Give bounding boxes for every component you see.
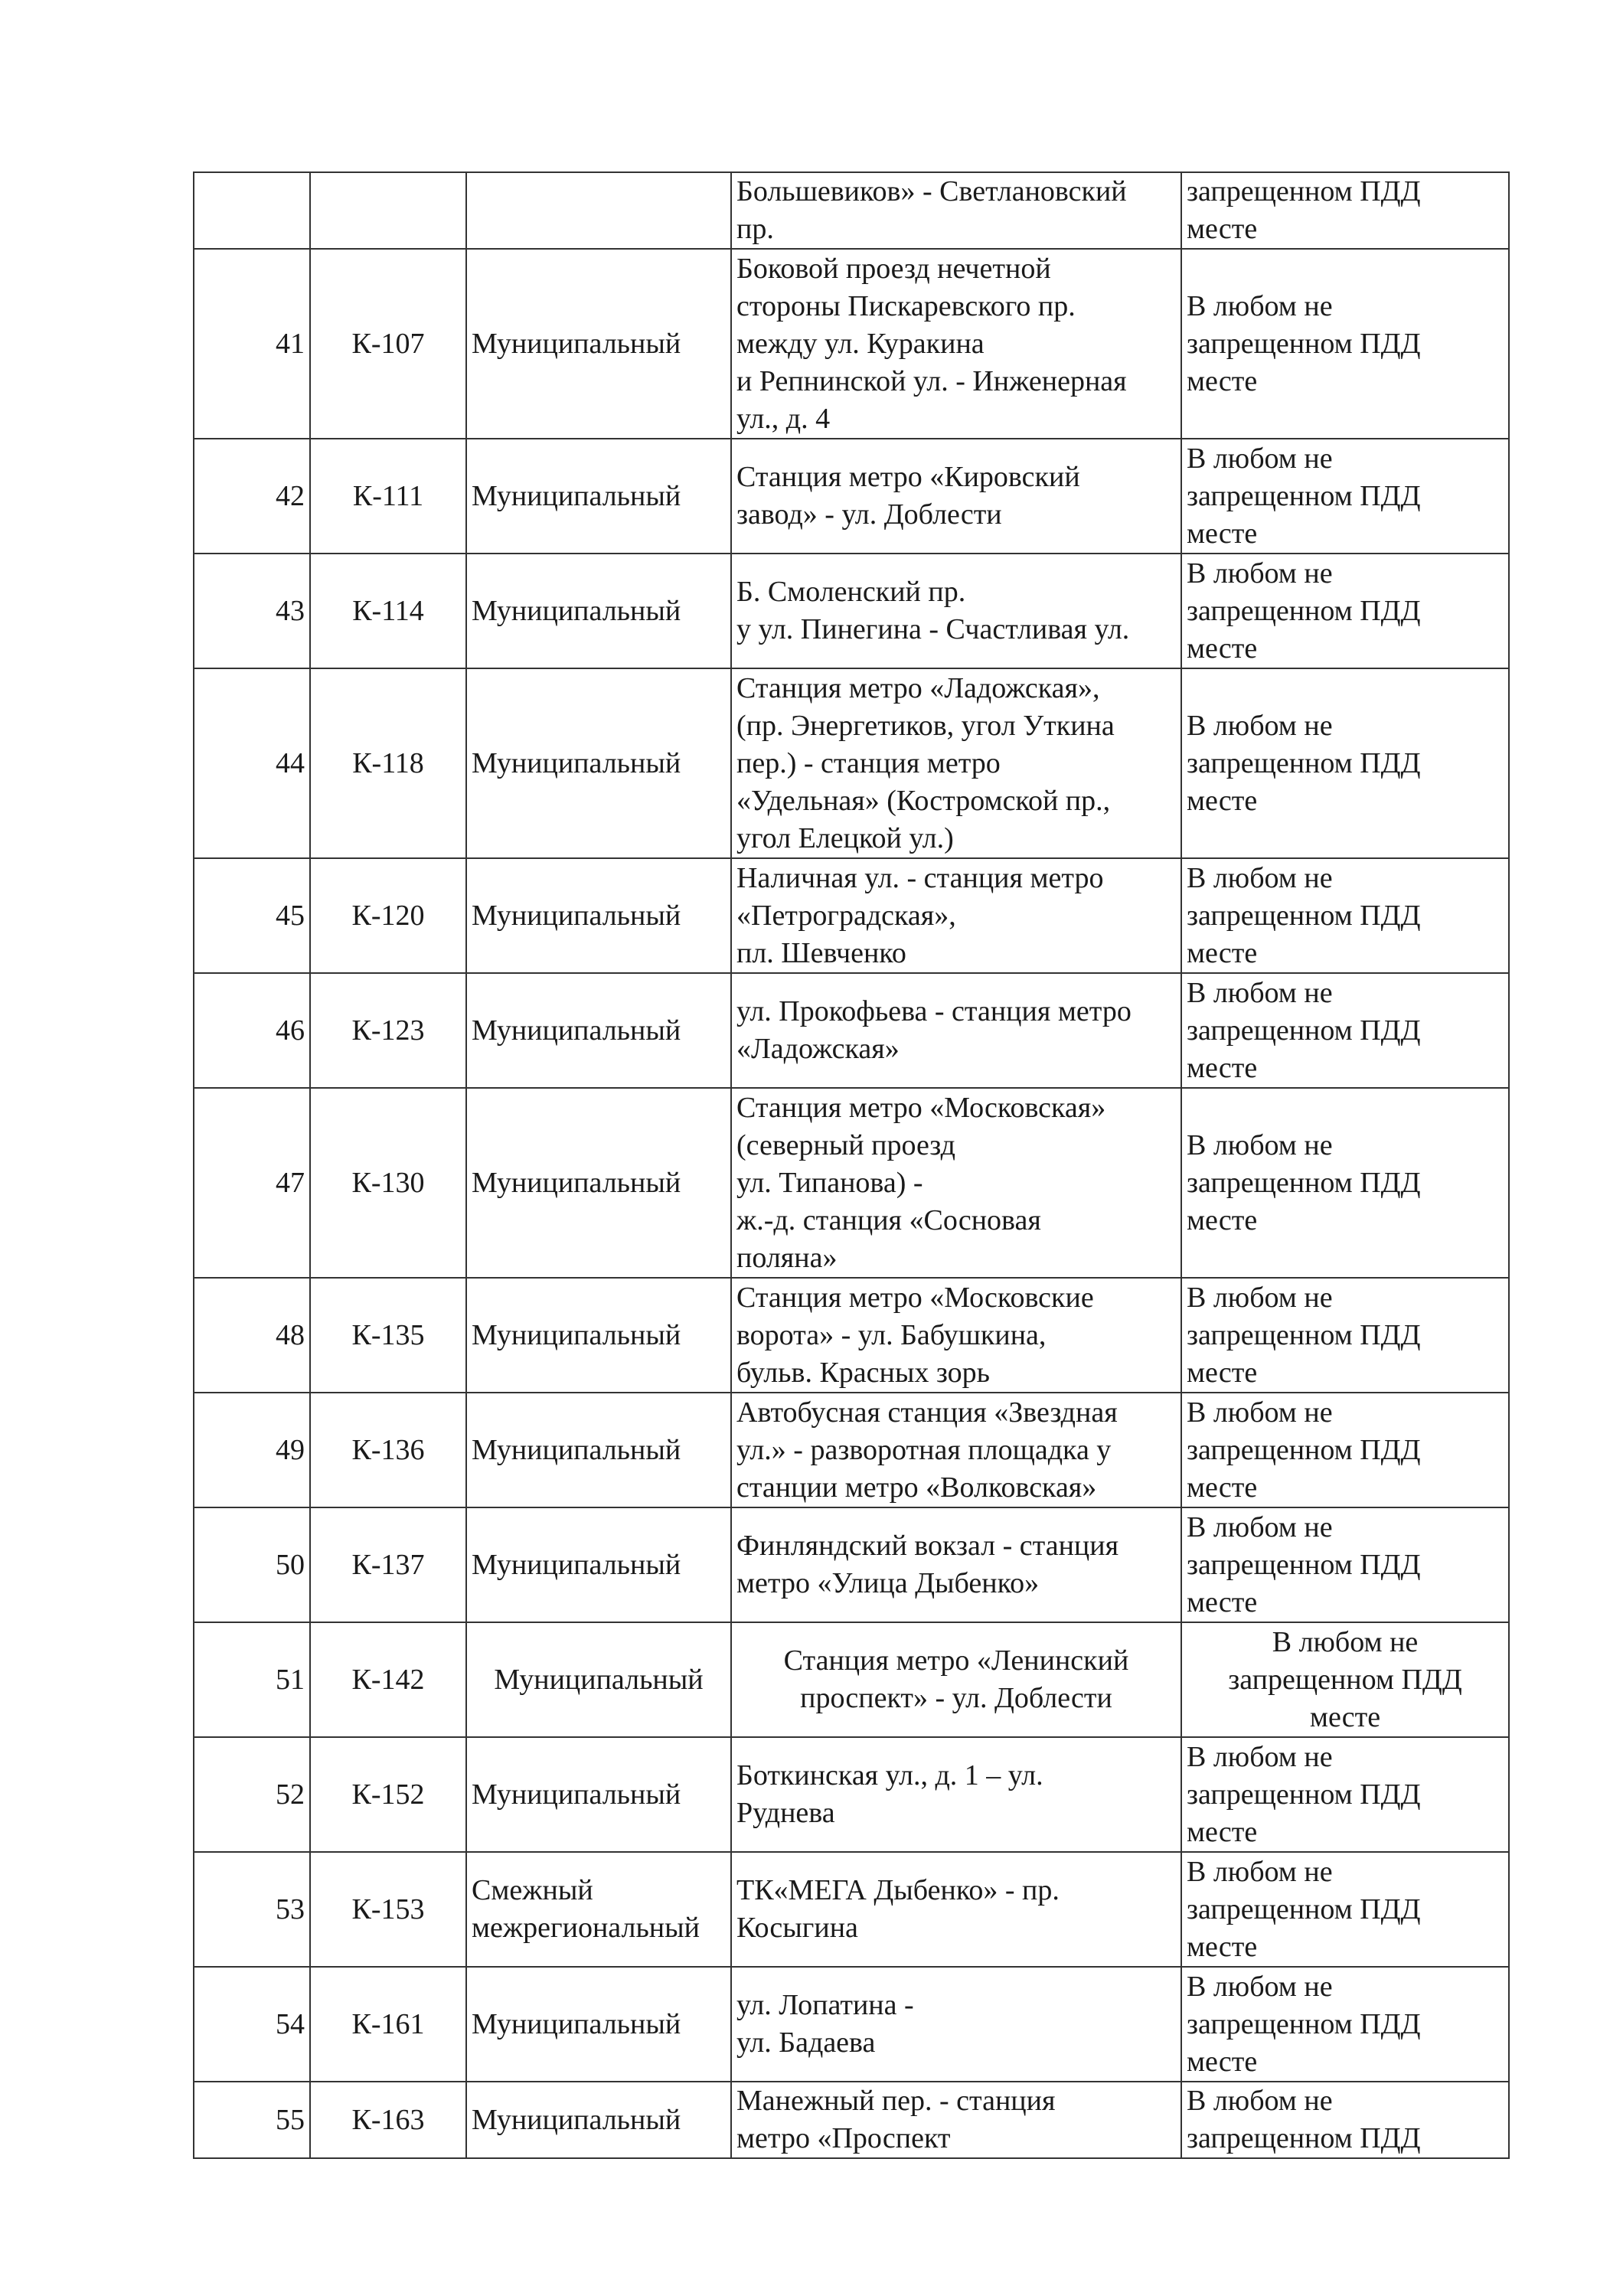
route-path-line: «Петроградская», [736,899,956,932]
route-kind-line: Муниципальный [472,1166,681,1199]
row-number: 54 [276,2007,305,2040]
routes-table-body [194,172,1509,2158]
route-kind-cell [466,249,731,439]
route-path-cell [731,172,1181,249]
route-path-cell [731,2082,1181,2158]
route-path-line: Манежный пер. - станция [736,2085,1056,2117]
route-path-cell [731,554,1181,668]
stop-rule-cell [1181,554,1509,668]
route-path-line: Станция метро «Ленинский [783,1644,1129,1677]
stop-rule-line: месте [1309,1700,1381,1733]
stop-rule-line: В любом не [1187,709,1333,742]
stop-rule-line: запрещенном ПДД [1187,1778,1421,1811]
route-path-cell [731,973,1181,1088]
route-path-line: Руднева [736,1797,835,1829]
route-path-line: ворота» - ул. Бабушкина, [736,1318,1047,1351]
route-code: К-137 [351,1548,425,1581]
stop-rule-line: В любом не [1187,976,1333,1009]
route-path-line: Боковой проезд нечетной [736,252,1051,285]
stop-rule-cell [1181,1088,1509,1278]
route-code: К-153 [351,1893,425,1925]
stop-rule-cell [1181,1852,1509,1967]
route-path-line: ул., д. 4 [736,402,831,435]
row-number: 43 [276,594,305,627]
row-number-cell [194,2082,310,2158]
route-kind-line: Муниципальный [472,594,681,627]
route-path-line: ул. Бадаева [736,2027,876,2059]
table-row [194,1737,1509,1852]
route-path-line: (пр. Энергетиков, угол Уткина [736,709,1115,742]
table-row [194,2082,1509,2158]
route-path-line: «Удельная» (Костромской пр., [736,784,1111,817]
route-path-cell [731,1088,1181,1278]
route-kind-cell [466,973,731,1088]
route-code: К-152 [351,1778,425,1811]
route-kind-cell [466,1967,731,2082]
row-number-cell [194,1393,310,1507]
stop-rule-line: В любом не [1187,1970,1333,2003]
stop-rule-line: В любом не [1187,861,1333,894]
route-code: К-163 [351,2103,425,2136]
route-path-cell [731,1852,1181,1967]
stop-rule-cell [1181,1622,1509,1737]
route-kind-line: Муниципальный [472,1778,681,1811]
table-row [194,1967,1509,2082]
route-kind-cell [466,172,731,249]
stop-rule-cell [1181,668,1509,858]
route-path-cell [731,249,1181,439]
row-number-cell [194,172,310,249]
row-number: 42 [276,479,305,512]
route-path-cell [731,668,1181,858]
route-path-line: поляна» [736,1241,838,1274]
stop-rule-line: запрещенном ПДД [1187,1433,1421,1466]
stop-rule-cell [1181,439,1509,554]
stop-rule-line: месте [1187,632,1258,665]
stop-rule-line: запрещенном ПДД [1187,2122,1421,2154]
route-path-line: Станция метро «Московские [736,1281,1094,1314]
route-kind-cell [466,858,731,973]
route-code-cell [310,439,466,554]
stop-rule-line: запрещенном ПДД [1187,1548,1421,1581]
route-path-cell [731,858,1181,973]
row-number-cell [194,439,310,554]
row-number-cell [194,1278,310,1393]
route-kind-line: Муниципальный [472,1014,681,1047]
route-path-line: метро «Улица Дыбенко» [736,1567,1040,1599]
route-code: К-130 [351,1166,425,1199]
route-path-line: Станция метро «Ладожская», [736,671,1100,704]
route-code: К-161 [351,2007,425,2040]
route-code-cell [310,554,466,668]
table-row [194,439,1509,554]
stop-rule-line: запрещенном ПДД [1187,746,1421,779]
route-code: К-142 [351,1663,425,1696]
route-path-line: и Репнинской ул. - Инженерная [736,364,1127,397]
route-kind-cell [466,668,731,858]
table-row [194,1622,1509,1737]
stop-rule-line: В любом не [1187,557,1333,590]
stop-rule-line: запрещенном ПДД [1187,327,1421,360]
stop-rule-line: В любом не [1272,1625,1419,1658]
row-number-cell [194,1507,310,1622]
route-kind-line: Муниципальный [472,1318,681,1351]
row-number: 49 [276,1433,305,1466]
stop-rule-line: запрещенном ПДД [1187,175,1421,207]
row-number-cell [194,1622,310,1737]
route-code: К-111 [352,479,424,512]
stop-rule-line: запрещенном ПДД [1228,1663,1462,1696]
stop-rule-line: месте [1187,517,1258,550]
stop-rule-line: запрещенном ПДД [1187,479,1421,512]
route-kind-cell [466,2082,731,2158]
row-number-cell [194,1967,310,2082]
route-path-line: «Ладожская» [736,1033,900,1065]
route-path-line: ТК«МЕГА Дыбенко» - пр. [736,1874,1060,1906]
stop-rule-cell [1181,1507,1509,1622]
stop-rule-line: В любом не [1187,1128,1333,1161]
stop-rule-line: месте [1187,213,1258,245]
route-code-cell [310,1507,466,1622]
route-code-cell [310,1088,466,1278]
route-path-line: стороны Пискаревского пр. [736,289,1076,322]
stop-rule-line: В любом не [1187,1396,1333,1429]
table-row [194,1278,1509,1393]
row-number-cell [194,554,310,668]
table-row [194,1088,1509,1278]
table-row [194,249,1509,439]
route-path-line: ул.» - разворотная площадка у [736,1433,1112,1466]
route-kind-line: Муниципальный [472,2007,681,2040]
route-path-line: между ул. Куракина [736,327,985,360]
route-kind-cell [466,1278,731,1393]
row-number: 44 [276,746,305,779]
route-path-cell [731,1278,1181,1393]
row-number: 47 [276,1166,305,1199]
route-code-cell [310,1852,466,1967]
route-path-line: угол Елецкой ул.) [736,821,954,854]
stop-rule-line: В любом не [1187,2085,1333,2117]
table-row [194,668,1509,858]
stop-rule-line: месте [1187,936,1258,969]
route-path-line: у ул. Пинегина - Счастливая ул. [736,613,1130,645]
stop-rule-line: месте [1187,1586,1258,1618]
route-kind-line: Муниципальный [472,479,681,512]
route-code-cell [310,973,466,1088]
route-code: К-120 [351,899,425,932]
route-path-line: пр. [736,213,774,245]
route-kind-line: Муниципальный [472,1433,681,1466]
row-number: 50 [276,1548,305,1581]
route-path-line: Автобусная станция «Звездная [736,1396,1118,1429]
stop-rule-line: В любом не [1187,1740,1333,1773]
stop-rule-line: запрещенном ПДД [1187,2007,1421,2040]
route-code-cell [310,249,466,439]
route-code: К-107 [351,327,425,360]
stop-rule-cell [1181,172,1509,249]
table-row [194,1393,1509,1507]
stop-rule-line: месте [1187,2045,1258,2078]
route-path-cell [731,1393,1181,1507]
stop-rule-line: месте [1187,364,1258,397]
route-kind-cell [466,1088,731,1278]
routes-table [193,171,1510,2159]
route-path-line: Большевиков» - Светлановский [736,175,1127,207]
route-path-line: пер.) - станция метро [736,746,1001,779]
row-number-cell [194,249,310,439]
row-number-cell [194,858,310,973]
row-number-cell [194,668,310,858]
route-path-line: метро «Проспект [736,2122,951,2154]
stop-rule-line: запрещенном ПДД [1187,1166,1421,1199]
route-path-line: пл. Шевченко [736,936,906,969]
route-path-cell [731,1622,1181,1737]
route-code: К-118 [352,746,424,779]
stop-rule-line: В любом не [1187,289,1333,322]
stop-rule-cell [1181,858,1509,973]
route-code-cell [310,668,466,858]
route-code-cell [310,1393,466,1507]
row-number: 55 [276,2103,305,2136]
route-kind-line: Муниципальный [472,746,681,779]
route-path-line: Наличная ул. - станция метро [736,861,1104,894]
stop-rule-line: месте [1187,1204,1258,1236]
stop-rule-line: запрещенном ПДД [1187,594,1421,627]
route-path-line: (северный проезд [736,1128,955,1161]
route-path-line: Станция метро «Кировский [736,461,1080,493]
stop-rule-line: запрещенном ПДД [1187,899,1421,932]
table-row [194,554,1509,668]
route-kind-cell [466,1507,731,1622]
route-kind-cell [466,1737,731,1852]
stop-rule-cell [1181,2082,1509,2158]
route-path-line: завод» - ул. Доблести [736,498,1002,531]
route-kind-line: Муниципальный [494,1663,704,1696]
route-code-cell [310,1622,466,1737]
stop-rule-line: месте [1187,784,1258,817]
route-kind-line: Муниципальный [472,899,681,932]
stop-rule-line: месте [1187,1356,1258,1389]
stop-rule-line: запрещенном ПДД [1187,1014,1421,1047]
row-number-cell [194,1737,310,1852]
route-path-line: ул. Прокофьева - станция метро [736,995,1132,1027]
stop-rule-cell [1181,1393,1509,1507]
route-code-cell [310,1737,466,1852]
row-number-cell [194,973,310,1088]
route-kind-line: Муниципальный [472,1548,681,1581]
stop-rule-line: месте [1187,1051,1258,1084]
stop-rule-cell [1181,1278,1509,1393]
route-path-line: Станция метро «Московская» [736,1091,1106,1124]
stop-rule-line: В любом не [1187,1511,1333,1543]
route-kind-cell [466,554,731,668]
route-code: К-114 [352,594,424,627]
route-kind-cell [466,1622,731,1737]
stop-rule-line: В любом не [1187,442,1333,475]
row-number: 53 [276,1893,305,1925]
route-path-line: ж.-д. станция «Сосновая [736,1204,1041,1236]
stop-rule-cell [1181,973,1509,1088]
route-path-line: ул. Типанова) - [736,1166,923,1199]
table-row [194,1852,1509,1967]
route-path-line: Боткинская ул., д. 1 – ул. [736,1759,1043,1791]
table-row [194,172,1509,249]
row-number: 46 [276,1014,305,1047]
table-row [194,973,1509,1088]
stop-rule-cell [1181,1737,1509,1852]
route-code-cell [310,1278,466,1393]
route-path-cell [731,1507,1181,1622]
row-number: 52 [276,1778,305,1811]
stop-rule-cell [1181,1967,1509,2082]
route-path-line: Финляндский вокзал - станция [736,1530,1119,1562]
route-kind-line: межрегиональный [472,1912,700,1944]
table-row [194,858,1509,973]
row-number: 51 [276,1663,305,1696]
route-path-cell [731,1737,1181,1852]
route-code-cell [310,1967,466,2082]
route-path-line: станции метро «Волковская» [736,1471,1097,1504]
route-path-line: Б. Смоленский пр. [736,576,966,608]
stop-rule-line: В любом не [1187,1281,1333,1314]
route-kind-line: Муниципальный [472,2103,681,2136]
route-code: К-136 [351,1433,425,1466]
stop-rule-cell [1181,249,1509,439]
route-path-cell [731,439,1181,554]
route-code: К-135 [351,1318,425,1351]
route-code-cell [310,858,466,973]
stop-rule-line: месте [1187,1930,1258,1963]
route-code: К-123 [351,1014,425,1047]
row-number-cell [194,1852,310,1967]
stop-rule-line: запрещенном ПДД [1187,1318,1421,1351]
route-code-cell [310,172,466,249]
row-number-cell [194,1088,310,1278]
stop-rule-line: запрещенном ПДД [1187,1893,1421,1925]
row-number: 41 [276,327,305,360]
route-kind-cell [466,1852,731,1967]
route-path-line: ул. Лопатина - [736,1989,914,2021]
route-kind-cell [466,1393,731,1507]
stop-rule-line: месте [1187,1815,1258,1848]
row-number: 48 [276,1318,305,1351]
route-kind-cell [466,439,731,554]
row-number: 45 [276,899,305,932]
route-path-line: бульв. Красных зорь [736,1356,991,1389]
route-code-cell [310,2082,466,2158]
route-kind-line: Смежный [472,1874,593,1906]
stop-rule-line: В любом не [1187,1855,1333,1888]
stop-rule-line: месте [1187,1471,1258,1504]
route-path-line: проспект» - ул. Доблести [800,1682,1112,1714]
route-kind-line: Муниципальный [472,327,681,360]
route-path-line: Косыгина [736,1912,858,1944]
table-row [194,1507,1509,1622]
route-path-cell [731,1967,1181,2082]
